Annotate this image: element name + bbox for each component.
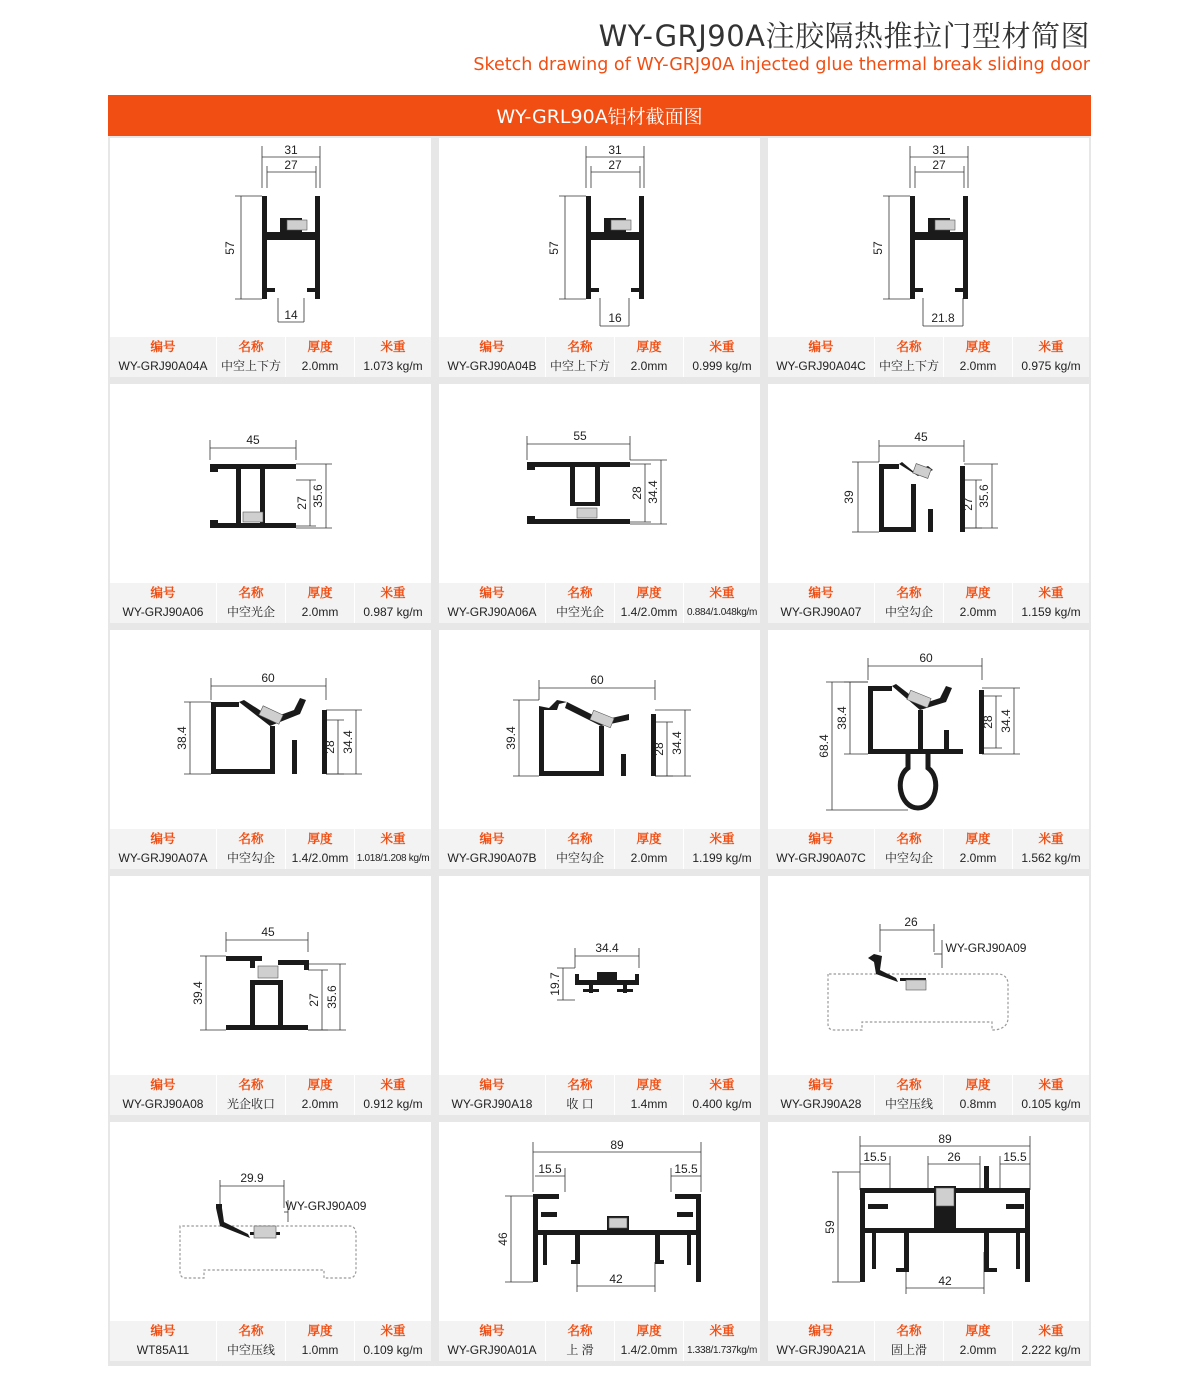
- profile-drawing: [768, 138, 1089, 336]
- profile-weight: 1.338/1.737kg/m: [687, 1345, 757, 1356]
- dim-label: 31: [932, 143, 946, 157]
- weight-label: 米重: [1038, 1077, 1064, 1092]
- profile-weight: 0.105 kg/m: [1021, 1097, 1081, 1111]
- weight-label: 米重: [380, 339, 406, 354]
- thickness-label: 厚度: [307, 585, 333, 600]
- dim-label: 14: [284, 308, 298, 322]
- name-label: 名称: [896, 1323, 922, 1338]
- dim-label: 89: [938, 1132, 952, 1146]
- profile-card: [110, 138, 431, 377]
- profile-weight: 0.400 kg/m: [692, 1097, 752, 1111]
- thickness-label: 厚度: [965, 831, 991, 846]
- spec-table: [110, 829, 431, 869]
- weight-label: 米重: [380, 1323, 406, 1338]
- profile-card: [768, 138, 1089, 377]
- dim-label: 19.7: [548, 972, 562, 996]
- name-label: 名称: [238, 1323, 264, 1338]
- dim-label: 34.4: [670, 731, 684, 755]
- spec-table: [439, 1075, 760, 1115]
- profile-weight: 2.222 kg/m: [1021, 1343, 1081, 1357]
- code-label: 编号: [479, 339, 505, 354]
- profile-code: WY-GRJ90A06: [122, 605, 204, 619]
- dim-label: 27: [961, 497, 975, 511]
- weight-label: 米重: [380, 585, 406, 600]
- spec-table: [110, 583, 431, 623]
- profile-weight: 0.912 kg/m: [363, 1097, 423, 1111]
- dim-label: 16: [608, 311, 622, 325]
- profile-card: [439, 876, 760, 1115]
- section-banner: WY-GRL90A铝材截面图: [108, 95, 1091, 136]
- dim-label: 35.6: [325, 985, 339, 1009]
- dim-label: 28: [652, 742, 666, 756]
- profile-weight: 0.975 kg/m: [1021, 359, 1081, 373]
- dim-label: 28: [323, 740, 337, 754]
- profile-thickness: 1.0mm: [301, 1343, 339, 1357]
- thickness-label: 厚度: [636, 339, 662, 354]
- dim-label: 38.4: [835, 706, 849, 730]
- profile-code: WY-GRJ90A07: [780, 605, 862, 619]
- profile-thickness: 1.4/2.0mm: [291, 851, 349, 865]
- profile-code: WY-GRJ90A28: [780, 1097, 862, 1111]
- name-label: 名称: [238, 831, 264, 846]
- profile-code: WY-GRJ90A04B: [447, 359, 537, 373]
- profile-weight: 1.562 kg/m: [1021, 851, 1081, 865]
- dim-label: 55: [573, 429, 587, 443]
- thickness-label: 厚度: [307, 831, 333, 846]
- dim-label: 34.4: [999, 709, 1013, 733]
- spec-table: [110, 1075, 431, 1115]
- profile-weight: 0.884/1.048kg/m: [687, 607, 757, 618]
- thickness-label: 厚度: [965, 585, 991, 600]
- dim-label: 27: [307, 993, 321, 1007]
- dim-label: 42: [938, 1274, 952, 1288]
- dim-label: 21.8: [931, 311, 955, 325]
- profile-drawing: [768, 384, 1089, 582]
- dim-label: 60: [261, 671, 275, 685]
- profile-code: WY-GRJ90A07B: [447, 851, 537, 865]
- profile-name: 上 滑: [566, 1343, 594, 1357]
- dim-label: 27: [295, 496, 309, 510]
- profile-thickness: 1.4/2.0mm: [620, 1343, 678, 1357]
- profile-card: [439, 138, 760, 377]
- dim-label: 31: [284, 143, 298, 157]
- dim-label: 35.6: [977, 484, 991, 508]
- profile-weight: 0.999 kg/m: [692, 359, 752, 373]
- code-label: 编号: [150, 1323, 176, 1338]
- profile-card: [768, 384, 1089, 623]
- profile-weight: 0.109 kg/m: [363, 1343, 423, 1357]
- profile-drawing: [768, 1122, 1089, 1320]
- thickness-label: 厚度: [307, 339, 333, 354]
- profile-name: 中空上下方: [220, 359, 281, 373]
- profile-card: [110, 1122, 431, 1361]
- profile-code: WY-GRJ90A07C: [776, 851, 866, 865]
- dim-label: 59: [823, 1220, 837, 1234]
- thickness-label: 厚度: [636, 585, 662, 600]
- profile-name: 中空勾企: [226, 851, 275, 865]
- profile-name: 收 口: [566, 1097, 594, 1111]
- profile-name: 中空勾企: [884, 605, 933, 619]
- dim-label: 45: [246, 433, 260, 447]
- name-label: 名称: [567, 1077, 593, 1092]
- profile-card: [768, 630, 1089, 869]
- profile-code: WY-GRJ90A21A: [776, 1343, 866, 1357]
- dim-label: 39.4: [191, 981, 205, 1005]
- dim-label: 68.4: [817, 734, 831, 758]
- code-label: 编号: [479, 585, 505, 600]
- profile-drawing: [439, 876, 760, 1074]
- name-label: 名称: [238, 585, 264, 600]
- name-label: 名称: [896, 585, 922, 600]
- dim-label: 57: [547, 241, 561, 255]
- code-label: 编号: [808, 1077, 834, 1092]
- profile-card: [439, 630, 760, 869]
- code-label: 编号: [150, 585, 176, 600]
- profile-drawing: [439, 384, 760, 582]
- weight-label: 米重: [1038, 339, 1064, 354]
- spec-table: [110, 1321, 431, 1361]
- profile-drawing: [768, 876, 1089, 1074]
- dim-label: 38.4: [175, 726, 189, 750]
- thickness-label: 厚度: [307, 1077, 333, 1092]
- code-label: 编号: [808, 585, 834, 600]
- code-label: 编号: [479, 1323, 505, 1338]
- profile-code: WY-GRJ90A08: [122, 1097, 204, 1111]
- weight-label: 米重: [380, 1077, 406, 1092]
- dim-label: 15.5: [863, 1150, 887, 1164]
- name-label: 名称: [238, 339, 264, 354]
- code-label: 编号: [479, 1077, 505, 1092]
- thickness-label: 厚度: [965, 1077, 991, 1092]
- profile-weight: 1.199 kg/m: [692, 851, 752, 865]
- profile-thickness: 2.0mm: [959, 1343, 997, 1357]
- code-label: 编号: [479, 831, 505, 846]
- profile-name: 中空压线: [226, 1343, 275, 1357]
- profile-card: [768, 1122, 1089, 1361]
- name-label: 名称: [896, 1077, 922, 1092]
- spec-table: [439, 583, 760, 623]
- profile-card: [768, 876, 1089, 1115]
- profile-name: 光企收口: [226, 1097, 275, 1111]
- spec-table: [439, 829, 760, 869]
- profile-drawing: [439, 1122, 760, 1320]
- profile-code: WT85A11: [136, 1343, 190, 1357]
- profile-code: WY-GRJ90A18: [451, 1097, 533, 1111]
- profile-thickness: 0.8mm: [959, 1097, 997, 1111]
- spec-table: [768, 829, 1089, 869]
- dim-label: 39.4: [504, 726, 518, 750]
- dim-label: 89: [610, 1138, 624, 1152]
- profile-name: 固上滑: [890, 1343, 927, 1357]
- code-label: 编号: [150, 1077, 176, 1092]
- name-label: 名称: [896, 831, 922, 846]
- name-label: 名称: [567, 339, 593, 354]
- spec-table: [768, 1321, 1089, 1361]
- profile-code: WY-GRJ90A07A: [118, 851, 208, 865]
- spec-table: [768, 583, 1089, 623]
- name-label: 名称: [896, 339, 922, 354]
- name-label: 名称: [567, 831, 593, 846]
- page-subtitle: Sketch drawing of WY-GRJ90A injected glue thermal break sliding door: [473, 55, 1090, 75]
- profile-thickness: 1.4mm: [630, 1097, 668, 1111]
- dim-label: 46: [496, 1232, 510, 1246]
- spec-table: [439, 337, 760, 377]
- profile-drawing: [110, 876, 431, 1074]
- profile-drawing: [439, 630, 760, 828]
- profile-thickness: 2.0mm: [301, 605, 339, 619]
- profile-code: WY-GRJ90A04C: [776, 359, 866, 373]
- profile-thickness: 2.0mm: [630, 359, 668, 373]
- dim-label: 27: [284, 158, 298, 172]
- name-label: 名称: [567, 1323, 593, 1338]
- profile-thickness: 2.0mm: [959, 359, 997, 373]
- profile-card: [439, 384, 760, 623]
- profile-thickness: 2.0mm: [301, 1097, 339, 1111]
- dim-label: 15.5: [538, 1162, 562, 1176]
- thickness-label: 厚度: [636, 831, 662, 846]
- name-label: 名称: [567, 585, 593, 600]
- weight-label: 米重: [709, 339, 735, 354]
- weight-label: 米重: [709, 585, 735, 600]
- profile-thickness: 2.0mm: [959, 605, 997, 619]
- profile-name: 中空勾企: [884, 851, 933, 865]
- dim-label: 39: [842, 490, 856, 504]
- dim-label: 57: [223, 241, 237, 255]
- thickness-label: 厚度: [965, 1323, 991, 1338]
- profile-code: WY-GRJ90A01A: [447, 1343, 537, 1357]
- weight-label: 米重: [709, 831, 735, 846]
- weight-label: 米重: [709, 1077, 735, 1092]
- dim-label: 27: [932, 158, 946, 172]
- dim-label: 15.5: [674, 1162, 698, 1176]
- profile-code: WY-GRJ90A06A: [447, 605, 537, 619]
- profile-drawing: [439, 138, 760, 336]
- page-title: WY-GRJ90A注胶隔热推拉门型材简图: [598, 19, 1090, 53]
- dim-label: 26: [947, 1150, 961, 1164]
- dim-label: 26: [904, 915, 918, 929]
- name-label: 名称: [238, 1077, 264, 1092]
- thickness-label: 厚度: [636, 1323, 662, 1338]
- thickness-label: 厚度: [636, 1077, 662, 1092]
- profile-drawing: [110, 138, 431, 336]
- spec-table: [768, 337, 1089, 377]
- code-label: 编号: [150, 831, 176, 846]
- thickness-label: 厚度: [307, 1323, 333, 1338]
- code-label: 编号: [808, 339, 834, 354]
- profile-name: 中空勾企: [555, 851, 604, 865]
- weight-label: 米重: [380, 831, 406, 846]
- dim-label: 31: [608, 143, 622, 157]
- spec-table: [110, 337, 431, 377]
- code-label: 编号: [808, 1323, 834, 1338]
- weight-label: 米重: [709, 1323, 735, 1338]
- profile-thickness: 2.0mm: [959, 851, 997, 865]
- weight-label: 米重: [1038, 585, 1064, 600]
- profile-weight: 0.987 kg/m: [363, 605, 423, 619]
- profile-name: 中空上下方: [878, 359, 939, 373]
- profile-drawing: [110, 1122, 431, 1320]
- callout-label: WY-GRJ90A09: [945, 941, 1027, 955]
- dim-label: 60: [919, 651, 933, 665]
- dim-label: 28: [630, 486, 644, 500]
- spec-table: [439, 1321, 760, 1361]
- profile-name: 中空上下方: [549, 359, 610, 373]
- dim-label: 34.4: [341, 730, 355, 754]
- dim-label: 35.6: [311, 484, 325, 508]
- code-label: 编号: [808, 831, 834, 846]
- dim-label: 27: [608, 158, 622, 172]
- dim-label: 29.9: [240, 1171, 264, 1185]
- dim-label: 45: [914, 430, 928, 444]
- weight-label: 米重: [1038, 831, 1064, 846]
- profile-card: [110, 384, 431, 623]
- dim-label: 60: [590, 673, 604, 687]
- profile-grid: [108, 136, 1091, 1366]
- profile-drawing: [768, 630, 1089, 828]
- dim-label: 34.4: [646, 480, 660, 504]
- profile-name: 中空压线: [884, 1097, 933, 1111]
- dim-label: 57: [871, 241, 885, 255]
- code-label: 编号: [150, 339, 176, 354]
- profile-thickness: 2.0mm: [301, 359, 339, 373]
- profile-thickness: 1.4/2.0mm: [620, 605, 678, 619]
- callout-label: WY-GRJ90A09: [285, 1199, 367, 1213]
- profile-weight: 1.159 kg/m: [1021, 605, 1081, 619]
- profile-weight: 1.073 kg/m: [363, 359, 423, 373]
- dim-label: 15.5: [1003, 1150, 1027, 1164]
- profile-card: [110, 630, 431, 869]
- weight-label: 米重: [1038, 1323, 1064, 1338]
- profile-weight: 1.018/1.208 kg/m: [356, 853, 430, 864]
- dim-label: 34.4: [595, 941, 619, 955]
- thickness-label: 厚度: [965, 339, 991, 354]
- profile-code: WY-GRJ90A04A: [118, 359, 208, 373]
- profile-drawing: [110, 384, 431, 582]
- spec-table: [768, 1075, 1089, 1115]
- profile-thickness: 2.0mm: [630, 851, 668, 865]
- profile-drawing: [110, 630, 431, 828]
- profile-name: 中空光企: [555, 605, 604, 619]
- dim-label: 42: [609, 1272, 623, 1286]
- dim-label: 45: [261, 925, 275, 939]
- dim-label: 28: [981, 715, 995, 729]
- profile-card: [439, 1122, 760, 1361]
- profile-name: 中空光企: [226, 605, 275, 619]
- profile-card: [110, 876, 431, 1115]
